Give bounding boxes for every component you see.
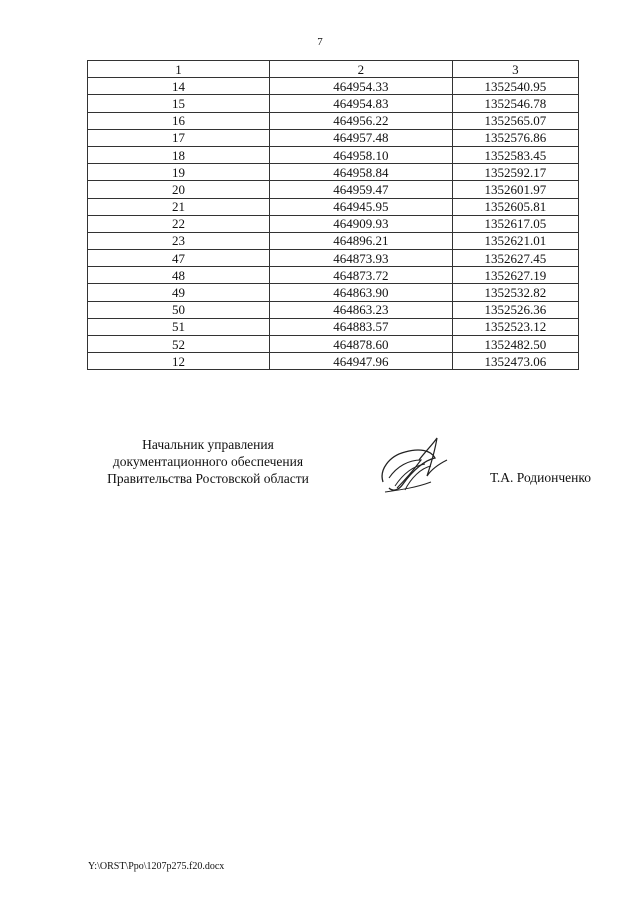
table-cell: 464954.83 [270, 95, 453, 112]
table-cell: 464863.90 [270, 284, 453, 301]
table-row [88, 353, 579, 370]
column-header-1: 1 [88, 61, 270, 78]
table-cell: 464863.23 [270, 301, 453, 318]
table-row [88, 78, 579, 95]
signature-title-line: документационного обеспечения [112, 454, 304, 469]
table-cell: 16 [88, 112, 270, 129]
table-row [88, 232, 579, 249]
table-row [88, 267, 579, 284]
table-cell: 21 [88, 198, 270, 215]
table-cell: 464945.95 [270, 198, 453, 215]
table-cell: 1352540.95 [452, 78, 578, 95]
table-cell: 50 [88, 301, 270, 318]
table-cell: 1352526.36 [452, 301, 578, 318]
table-cell: 52 [88, 336, 270, 353]
table-row [88, 284, 579, 301]
table-cell: 1352601.97 [452, 181, 578, 198]
table-header-row [88, 61, 579, 78]
table-cell: 49 [88, 284, 270, 301]
table-cell: 22 [88, 215, 270, 232]
signer-name: Т.А. Родионченко [490, 470, 591, 485]
table-cell: 15 [88, 95, 270, 112]
table-row [88, 215, 579, 232]
table-cell: 1352523.12 [452, 318, 578, 335]
table-cell: 14 [88, 78, 270, 95]
table-cell: 1352592.17 [452, 164, 578, 181]
column-header-2: 2 [270, 61, 453, 78]
table-row [88, 112, 579, 129]
table-body [88, 78, 579, 370]
page-number: 7 [317, 36, 323, 48]
signature-title-block [88, 436, 328, 487]
table-cell: 1352583.45 [452, 146, 578, 163]
table-cell: 23 [88, 232, 270, 249]
table-cell: 464956.22 [270, 112, 453, 129]
handwritten-signature [375, 430, 455, 500]
table-cell: 464883.57 [270, 318, 453, 335]
table-cell: 1352532.82 [452, 284, 578, 301]
table-cell: 19 [88, 164, 270, 181]
table-row [88, 129, 579, 146]
table-cell: 464873.93 [270, 250, 453, 267]
table-cell: 1352627.45 [452, 250, 578, 267]
table-row [88, 146, 579, 163]
table-cell: 1352473.06 [452, 353, 578, 370]
column-header-3: 3 [452, 61, 578, 78]
table-cell: 464959.47 [270, 181, 453, 198]
table-cell: 464947.96 [270, 353, 453, 370]
table-cell: 1352565.07 [452, 112, 578, 129]
table-row [88, 250, 579, 267]
signature-title-line: Начальник управления [142, 437, 274, 452]
table-cell: 1352605.81 [452, 198, 578, 215]
table-cell: 1352621.01 [452, 232, 578, 249]
table-cell: 464958.84 [270, 164, 453, 181]
table-cell: 464896.21 [270, 232, 453, 249]
table-cell: 48 [88, 267, 270, 284]
table-row [88, 181, 579, 198]
table-cell: 18 [88, 146, 270, 163]
coordinates-table [87, 60, 579, 370]
table-row [88, 318, 579, 335]
table-cell: 464957.48 [270, 129, 453, 146]
table-cell: 464958.10 [270, 146, 453, 163]
table-cell: 20 [88, 181, 270, 198]
file-path-footer: Y:\ORST\Ppo\1207p275.f20.docx [88, 861, 225, 872]
table-cell: 464878.60 [270, 336, 453, 353]
signature-title-line: Правительства Ростовской области [107, 471, 309, 486]
table-cell: 464873.72 [270, 267, 453, 284]
table-cell: 1352627.19 [452, 267, 578, 284]
table-cell: 1352576.86 [452, 129, 578, 146]
table-cell: 47 [88, 250, 270, 267]
table-row [88, 336, 579, 353]
table-row [88, 198, 579, 215]
table-cell: 464909.93 [270, 215, 453, 232]
table-cell: 1352617.05 [452, 215, 578, 232]
table-row [88, 301, 579, 318]
table-row [88, 164, 579, 181]
table-cell: 12 [88, 353, 270, 370]
table-cell: 51 [88, 318, 270, 335]
table-cell: 17 [88, 129, 270, 146]
table-cell: 1352482.50 [452, 336, 578, 353]
table-cell: 464954.33 [270, 78, 453, 95]
table-row [88, 95, 579, 112]
table-cell: 1352546.78 [452, 95, 578, 112]
